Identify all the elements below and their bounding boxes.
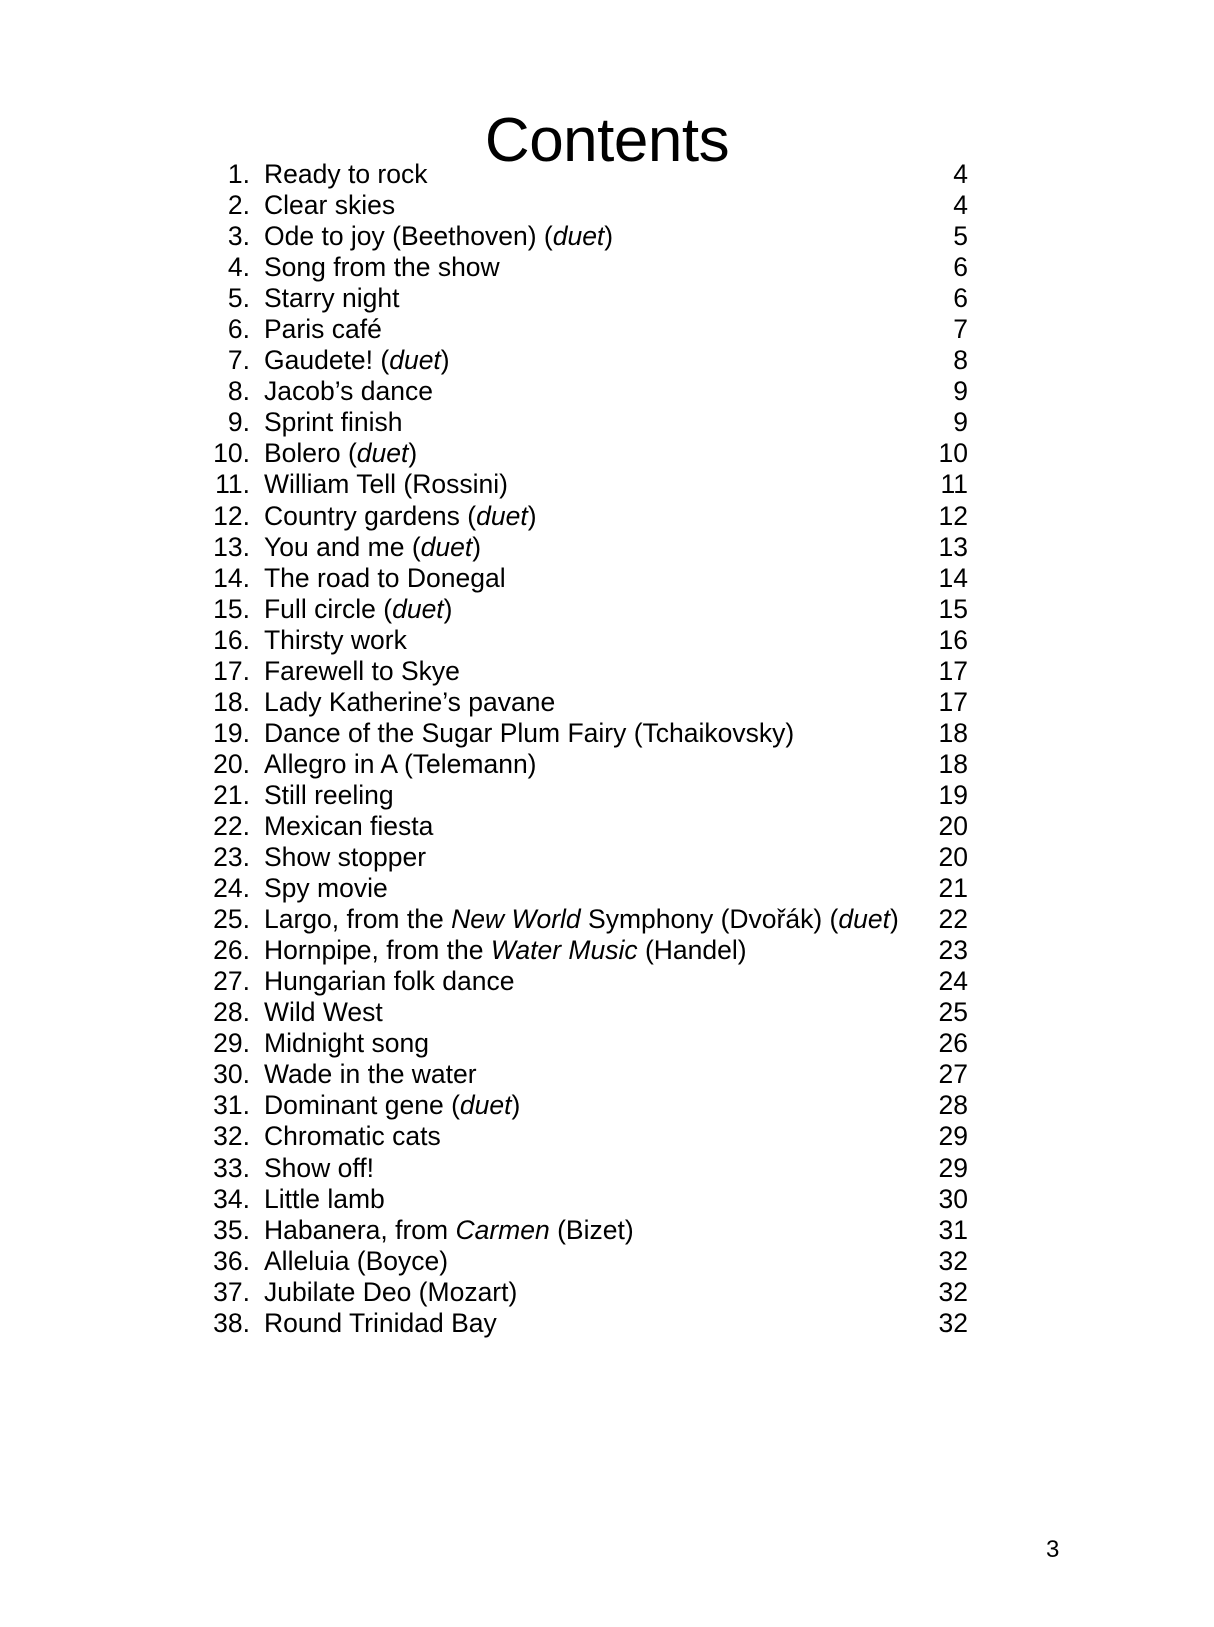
toc-entry[interactable] xyxy=(212,438,968,469)
toc-entry-number: 37. xyxy=(213,1276,250,1307)
toc-entry[interactable] xyxy=(212,811,968,842)
toc-entry-page-number: 16 xyxy=(938,624,968,655)
toc-entry[interactable] xyxy=(212,501,968,532)
toc-entry-number: 17. xyxy=(213,655,250,686)
toc-entry-page-number: 12 xyxy=(938,500,968,531)
toc-entry[interactable] xyxy=(212,687,968,718)
toc-entry-number: 6. xyxy=(227,314,250,345)
toc-entry-number: 4. xyxy=(227,252,250,283)
toc-entry-page-number: 13 xyxy=(938,531,968,562)
toc-entry-number: 23. xyxy=(213,842,250,873)
toc-entry-title: Midnight song xyxy=(264,1028,429,1059)
toc-entry-title: Alleluia (Boyce) xyxy=(264,1245,449,1276)
toc-entry[interactable] xyxy=(212,1277,968,1308)
toc-entry[interactable] xyxy=(212,935,968,966)
toc-entry[interactable] xyxy=(212,718,968,749)
toc-entry-title: Lady Katherine’s pavane xyxy=(264,686,556,717)
toc-entry-title: Country gardens (duet) xyxy=(264,500,537,531)
toc-entry-number: 5. xyxy=(227,283,250,314)
toc-entry-title: Chromatic cats xyxy=(264,1121,441,1152)
toc-entry-page-number: 29 xyxy=(938,1121,968,1152)
toc-entry-title: Spy movie xyxy=(264,873,388,904)
toc-entry[interactable] xyxy=(212,1184,968,1215)
toc-entry[interactable] xyxy=(212,1153,968,1184)
toc-entry-page-number: 25 xyxy=(938,997,968,1028)
table-of-contents xyxy=(212,159,968,1339)
toc-entry[interactable] xyxy=(212,1121,968,1152)
toc-entry-page-number: 7 xyxy=(953,314,968,345)
toc-entry[interactable] xyxy=(212,1090,968,1121)
toc-entry[interactable] xyxy=(212,283,968,314)
toc-entry-page-number: 9 xyxy=(953,376,968,407)
toc-entry-number: 16. xyxy=(213,624,250,655)
toc-entry-number: 29. xyxy=(213,1028,250,1059)
toc-entry[interactable] xyxy=(212,1059,968,1090)
toc-entry-title: Allegro in A (Telemann) xyxy=(264,748,537,779)
toc-entry[interactable] xyxy=(212,563,968,594)
toc-entry[interactable] xyxy=(212,873,968,904)
toc-entry-page-number: 17 xyxy=(938,655,968,686)
toc-entry[interactable] xyxy=(212,159,968,190)
toc-entry-title: Paris café xyxy=(264,314,382,345)
toc-entry[interactable] xyxy=(212,532,968,563)
toc-entry-page-number: 11 xyxy=(940,469,968,500)
toc-entry-title: Full circle (duet) xyxy=(264,593,453,624)
toc-entry-page-number: 23 xyxy=(938,935,968,966)
page-folio-number: 3 xyxy=(1046,1536,1060,1563)
toc-entry-page-number: 15 xyxy=(938,593,968,624)
toc-entry-title: Show off! xyxy=(264,1152,374,1183)
toc-entry-number: 14. xyxy=(213,562,250,593)
toc-entry-page-number: 30 xyxy=(938,1183,968,1214)
toc-entry-title: Jubilate Deo (Mozart) xyxy=(264,1276,518,1307)
toc-entry[interactable] xyxy=(212,656,968,687)
toc-entry-title: Habanera, from Carmen (Bizet) xyxy=(264,1214,634,1245)
toc-entry-page-number: 20 xyxy=(938,810,968,841)
toc-entry-page-number: 19 xyxy=(938,779,968,810)
toc-entry-page-number: 4 xyxy=(953,190,968,221)
toc-entry-number: 34. xyxy=(213,1183,250,1214)
toc-entry[interactable] xyxy=(212,407,968,438)
toc-entry-number: 24. xyxy=(213,873,250,904)
toc-entry-page-number: 10 xyxy=(938,438,968,469)
toc-entry[interactable] xyxy=(212,252,968,283)
toc-entry-title: Mexican fiesta xyxy=(264,810,434,841)
toc-entry-number: 32. xyxy=(213,1121,250,1152)
toc-entry-title: Wild West xyxy=(264,997,383,1028)
toc-entry-title: Show stopper xyxy=(264,842,427,873)
toc-entry-title: Sprint finish xyxy=(264,407,403,438)
toc-entry-page-number: 31 xyxy=(938,1214,968,1245)
toc-entry[interactable] xyxy=(212,904,968,935)
toc-entry[interactable] xyxy=(212,1246,968,1277)
toc-entry-number: 28. xyxy=(213,997,250,1028)
toc-entry-number: 10. xyxy=(213,438,250,469)
toc-entry-title: The road to Donegal xyxy=(264,562,506,593)
toc-entry-title: Hungarian folk dance xyxy=(264,966,515,997)
toc-entry-title: Little lamb xyxy=(264,1183,385,1214)
toc-entry[interactable] xyxy=(212,314,968,345)
toc-entry-page-number: 24 xyxy=(938,966,968,997)
toc-entry-title: Gaudete! (duet) xyxy=(264,345,450,376)
toc-entry-page-number: 17 xyxy=(938,686,968,717)
toc-entry-number: 18. xyxy=(213,686,250,717)
toc-entry-page-number: 28 xyxy=(938,1090,968,1121)
toc-entry-title: Ode to joy (Beethoven) (duet) xyxy=(264,221,614,252)
toc-entry-page-number: 22 xyxy=(938,904,968,935)
toc-entry-number: 2. xyxy=(227,190,250,221)
toc-entry-number: 33. xyxy=(213,1152,250,1183)
toc-entry-number: 20. xyxy=(213,748,250,779)
toc-entry-page-number: 6 xyxy=(953,252,968,283)
toc-entry-number: 9. xyxy=(227,407,250,438)
toc-entry-title: Still reeling xyxy=(264,779,394,810)
toc-entry-title: Round Trinidad Bay xyxy=(264,1307,497,1338)
toc-entry-number: 26. xyxy=(213,935,250,966)
toc-entry-title: Farewell to Skye xyxy=(264,655,460,686)
toc-entry-number: 12. xyxy=(213,500,250,531)
toc-entry-number: 3. xyxy=(227,221,250,252)
toc-entry-number: 22. xyxy=(213,810,250,841)
toc-entry-number: 35. xyxy=(213,1214,250,1245)
toc-entry-title: Clear skies xyxy=(264,190,396,221)
toc-entry[interactable] xyxy=(212,749,968,780)
toc-entry-page-number: 26 xyxy=(938,1028,968,1059)
toc-entry-number: 19. xyxy=(213,717,250,748)
toc-entry-page-number: 21 xyxy=(938,873,968,904)
toc-entry-title: Wade in the water xyxy=(264,1059,477,1090)
toc-entry-page-number: 14 xyxy=(938,562,968,593)
toc-entry[interactable] xyxy=(212,1215,968,1246)
toc-entry-page-number: 6 xyxy=(953,283,968,314)
toc-entry-title: Dance of the Sugar Plum Fairy (Tchaikovsky) xyxy=(264,717,795,748)
toc-entry-title: Thirsty work xyxy=(264,624,407,655)
toc-entry-page-number: 27 xyxy=(938,1059,968,1090)
toc-entry-page-number: 32 xyxy=(938,1307,968,1338)
toc-entry-title: William Tell (Rossini) xyxy=(264,469,508,500)
toc-entry[interactable] xyxy=(212,469,968,500)
toc-entry[interactable] xyxy=(212,625,968,656)
toc-entry-page-number: 32 xyxy=(938,1276,968,1307)
toc-entry[interactable] xyxy=(212,780,968,811)
toc-entry-title: Jacob’s dance xyxy=(264,376,433,407)
toc-entry-page-number: 20 xyxy=(938,842,968,873)
toc-entry-title: Bolero (duet) xyxy=(264,438,418,469)
toc-entry[interactable] xyxy=(212,966,968,997)
toc-entry-number: 27. xyxy=(213,966,250,997)
toc-entry-number: 11. xyxy=(215,469,250,500)
toc-entry-number: 13. xyxy=(213,531,250,562)
toc-entry-page-number: 32 xyxy=(938,1245,968,1276)
toc-entry-title: Hornpipe, from the Water Music (Handel) xyxy=(264,935,747,966)
toc-entry[interactable] xyxy=(212,190,968,221)
toc-entry-number: 30. xyxy=(213,1059,250,1090)
toc-entry-number: 7. xyxy=(227,345,250,376)
toc-entry-title: Ready to rock xyxy=(264,159,428,189)
toc-entry-page-number: 8 xyxy=(953,345,968,376)
toc-entry-page-number: 4 xyxy=(953,159,968,189)
toc-entry[interactable] xyxy=(212,997,968,1028)
toc-entry-number: 38. xyxy=(213,1307,250,1338)
toc-entry[interactable] xyxy=(212,842,968,873)
toc-entry-title: Starry night xyxy=(264,283,400,314)
toc-entry[interactable] xyxy=(212,1308,968,1339)
toc-entry-page-number: 18 xyxy=(938,748,968,779)
toc-entry-title: Song from the show xyxy=(264,252,500,283)
toc-entry-page-number: 9 xyxy=(953,407,968,438)
toc-entry-title: Largo, from the New World Symphony (Dvořák) (duet) xyxy=(264,904,899,935)
toc-entry-page-number: 18 xyxy=(938,717,968,748)
toc-entry-number: 31. xyxy=(213,1090,250,1121)
toc-entry-number: 15. xyxy=(213,593,250,624)
toc-entry-title: Dominant gene (duet) xyxy=(264,1090,521,1121)
toc-entry[interactable] xyxy=(212,1028,968,1059)
toc-entry[interactable] xyxy=(212,221,968,252)
toc-entry-title: You and me (duet) xyxy=(264,531,482,562)
toc-entry-number: 25. xyxy=(213,904,250,935)
toc-entry[interactable] xyxy=(212,376,968,407)
toc-entry-number: 36. xyxy=(213,1245,250,1276)
toc-entry-number: 21. xyxy=(213,779,250,810)
toc-entry-number: 8. xyxy=(227,376,250,407)
toc-entry-page-number: 5 xyxy=(953,221,968,252)
toc-entry-page-number: 29 xyxy=(938,1152,968,1183)
toc-entry[interactable] xyxy=(212,594,968,625)
toc-entry-number: 1. xyxy=(227,159,250,189)
toc-entry[interactable] xyxy=(212,345,968,376)
page-title: Contents xyxy=(484,105,730,175)
